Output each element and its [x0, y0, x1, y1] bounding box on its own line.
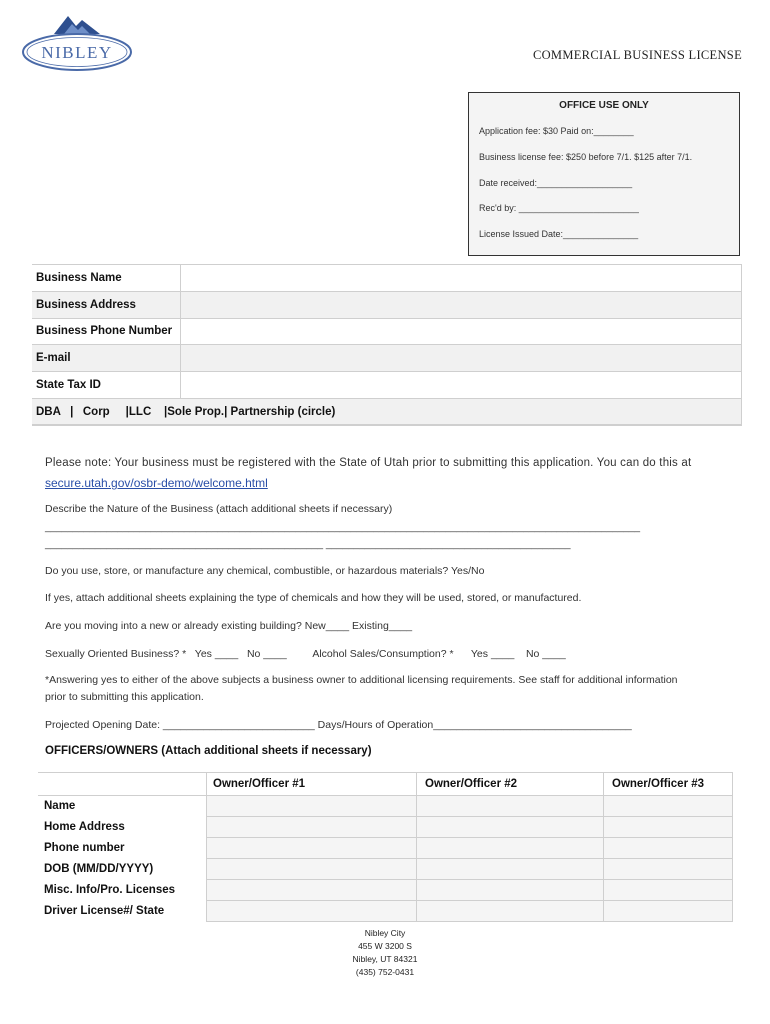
footer-phone: (435) 752-0431	[355, 967, 415, 977]
business-name-field[interactable]	[180, 265, 742, 292]
email-field[interactable]	[180, 345, 742, 372]
issued-date-line: License Issued Date:_______________	[479, 229, 639, 239]
sob-alcohol-question: Sexually Oriented Business? * Yes ____ No ____ Alcohol Sales/Consumption? * Yes ____ No ____	[45, 648, 566, 660]
officer-3-name-field[interactable]	[604, 796, 733, 817]
business-name-row	[32, 265, 742, 292]
nibley-logo	[20, 14, 134, 74]
officer-row-label: Misc. Info/Pro. Licenses	[38, 880, 207, 901]
business-phone-field[interactable]	[180, 318, 742, 345]
officers-heading: OFFICERS/OWNERS (Attach additional sheets if necessary)	[45, 745, 372, 757]
officer-row	[38, 859, 733, 880]
registration-link[interactable]: secure.utah.gov/osbr-demo/welcome.html	[45, 476, 268, 490]
officer-3-header: Owner/Officer #3	[604, 773, 733, 796]
officer-row-label: Name	[38, 796, 207, 817]
officer-2-misc-field[interactable]	[417, 880, 604, 901]
describe-line-1[interactable]: ___________________________________________________________________________________________________________	[45, 522, 641, 533]
svg-text:NIBLEY: NIBLEY	[41, 43, 113, 62]
officer-3-address-field[interactable]	[604, 817, 733, 838]
officer-2-address-field[interactable]	[417, 817, 604, 838]
describe-line-2[interactable]: __________________________________________________ ____________________________________________	[45, 539, 571, 550]
officer-2-phone-field[interactable]	[417, 838, 604, 859]
footer-city: Nibley City	[364, 928, 406, 938]
email-row	[32, 345, 742, 372]
document-title: COMMERCIAL BUSINESS LICENSE	[532, 48, 742, 62]
office-use-heading: OFFICE USE ONLY	[559, 100, 649, 111]
chemical-followup: If yes, attach additional sheets explaining the type of chemicals and how they will be used, stored, or manufactured.	[45, 592, 582, 604]
officer-row	[38, 796, 733, 817]
application-fee-line: Application fee: $30 Paid on:________	[479, 126, 634, 136]
officer-row	[38, 838, 733, 859]
officer-1-misc-field[interactable]	[207, 880, 417, 901]
office-use-box	[468, 92, 740, 256]
business-address-label: Business Address	[32, 291, 180, 318]
officer-2-name-field[interactable]	[417, 796, 604, 817]
state-tax-id-field[interactable]	[180, 372, 742, 399]
officer-2-header: Owner/Officer #2	[417, 773, 604, 796]
officer-2-dob-field[interactable]	[417, 859, 604, 880]
officers-table	[38, 772, 733, 922]
officer-3-dob-field[interactable]	[604, 859, 733, 880]
officer-1-header: Owner/Officer #1	[207, 773, 417, 796]
business-phone-label: Business Phone Number	[32, 318, 180, 345]
recd-by-line: Rec'd by: ________________________	[479, 203, 639, 213]
officer-row-label: DOB (MM/DD/YYYY)	[38, 859, 207, 880]
business-phone-row	[32, 318, 742, 345]
officer-row-label: Phone number	[38, 838, 207, 859]
opening-date-line[interactable]: Projected Opening Date: __________________________ Days/Hours of Operation__________________________________	[45, 719, 632, 731]
city-address-footer	[300, 927, 470, 979]
state-tax-id-row	[32, 372, 742, 399]
officers-corner-cell	[38, 773, 207, 796]
business-address-field[interactable]	[180, 291, 742, 318]
building-question: Are you moving into a new or already existing building? New____ Existing____	[45, 620, 413, 632]
officer-3-license-field[interactable]	[604, 901, 733, 922]
describe-label: Describe the Nature of the Business (attach additional sheets if necessary)	[45, 503, 393, 515]
chemical-question: Do you use, store, or manufacture any chemical, combustible, or hazardous materials? Yes/No	[45, 565, 485, 577]
entity-type-options[interactable]: DBA | Corp |LLC |Sole Prop.| Partnership (circle)	[32, 398, 742, 425]
officer-1-name-field[interactable]	[207, 796, 417, 817]
officer-row-label: Home Address	[38, 817, 207, 838]
officer-row	[38, 817, 733, 838]
officer-1-phone-field[interactable]	[207, 838, 417, 859]
date-received-line: Date received:___________________	[479, 178, 633, 188]
email-label: E-mail	[32, 345, 180, 372]
officer-1-license-field[interactable]	[207, 901, 417, 922]
asterisk-note-2: prior to submitting this application.	[45, 691, 204, 703]
officers-header-row	[38, 773, 733, 796]
officer-row	[38, 880, 733, 901]
officer-1-address-field[interactable]	[207, 817, 417, 838]
license-fee-line: Business license fee: $250 before 7/1. $125 after 7/1.	[479, 152, 693, 162]
footer-street: 455 W 3200 S	[358, 941, 412, 951]
officer-3-phone-field[interactable]	[604, 838, 733, 859]
state-tax-id-label: State Tax ID	[32, 372, 180, 399]
registration-note: Please note: Your business must be registered with the State of Utah prior to submitting this application. You can do this at	[45, 457, 692, 469]
officer-row	[38, 901, 733, 922]
business-name-label: Business Name	[32, 265, 180, 292]
business-info-table	[32, 264, 742, 426]
officer-row-label: Driver License#/ State	[38, 901, 207, 922]
officer-2-license-field[interactable]	[417, 901, 604, 922]
asterisk-note-1: *Answering yes to either of the above subjects a business owner to additional licensing requirements. See staff for additional information	[45, 674, 678, 686]
officer-3-misc-field[interactable]	[604, 880, 733, 901]
footer-city-state-zip: Nibley, UT 84321	[352, 954, 418, 964]
entity-type-row	[32, 398, 742, 425]
business-address-row	[32, 291, 742, 318]
officer-1-dob-field[interactable]	[207, 859, 417, 880]
